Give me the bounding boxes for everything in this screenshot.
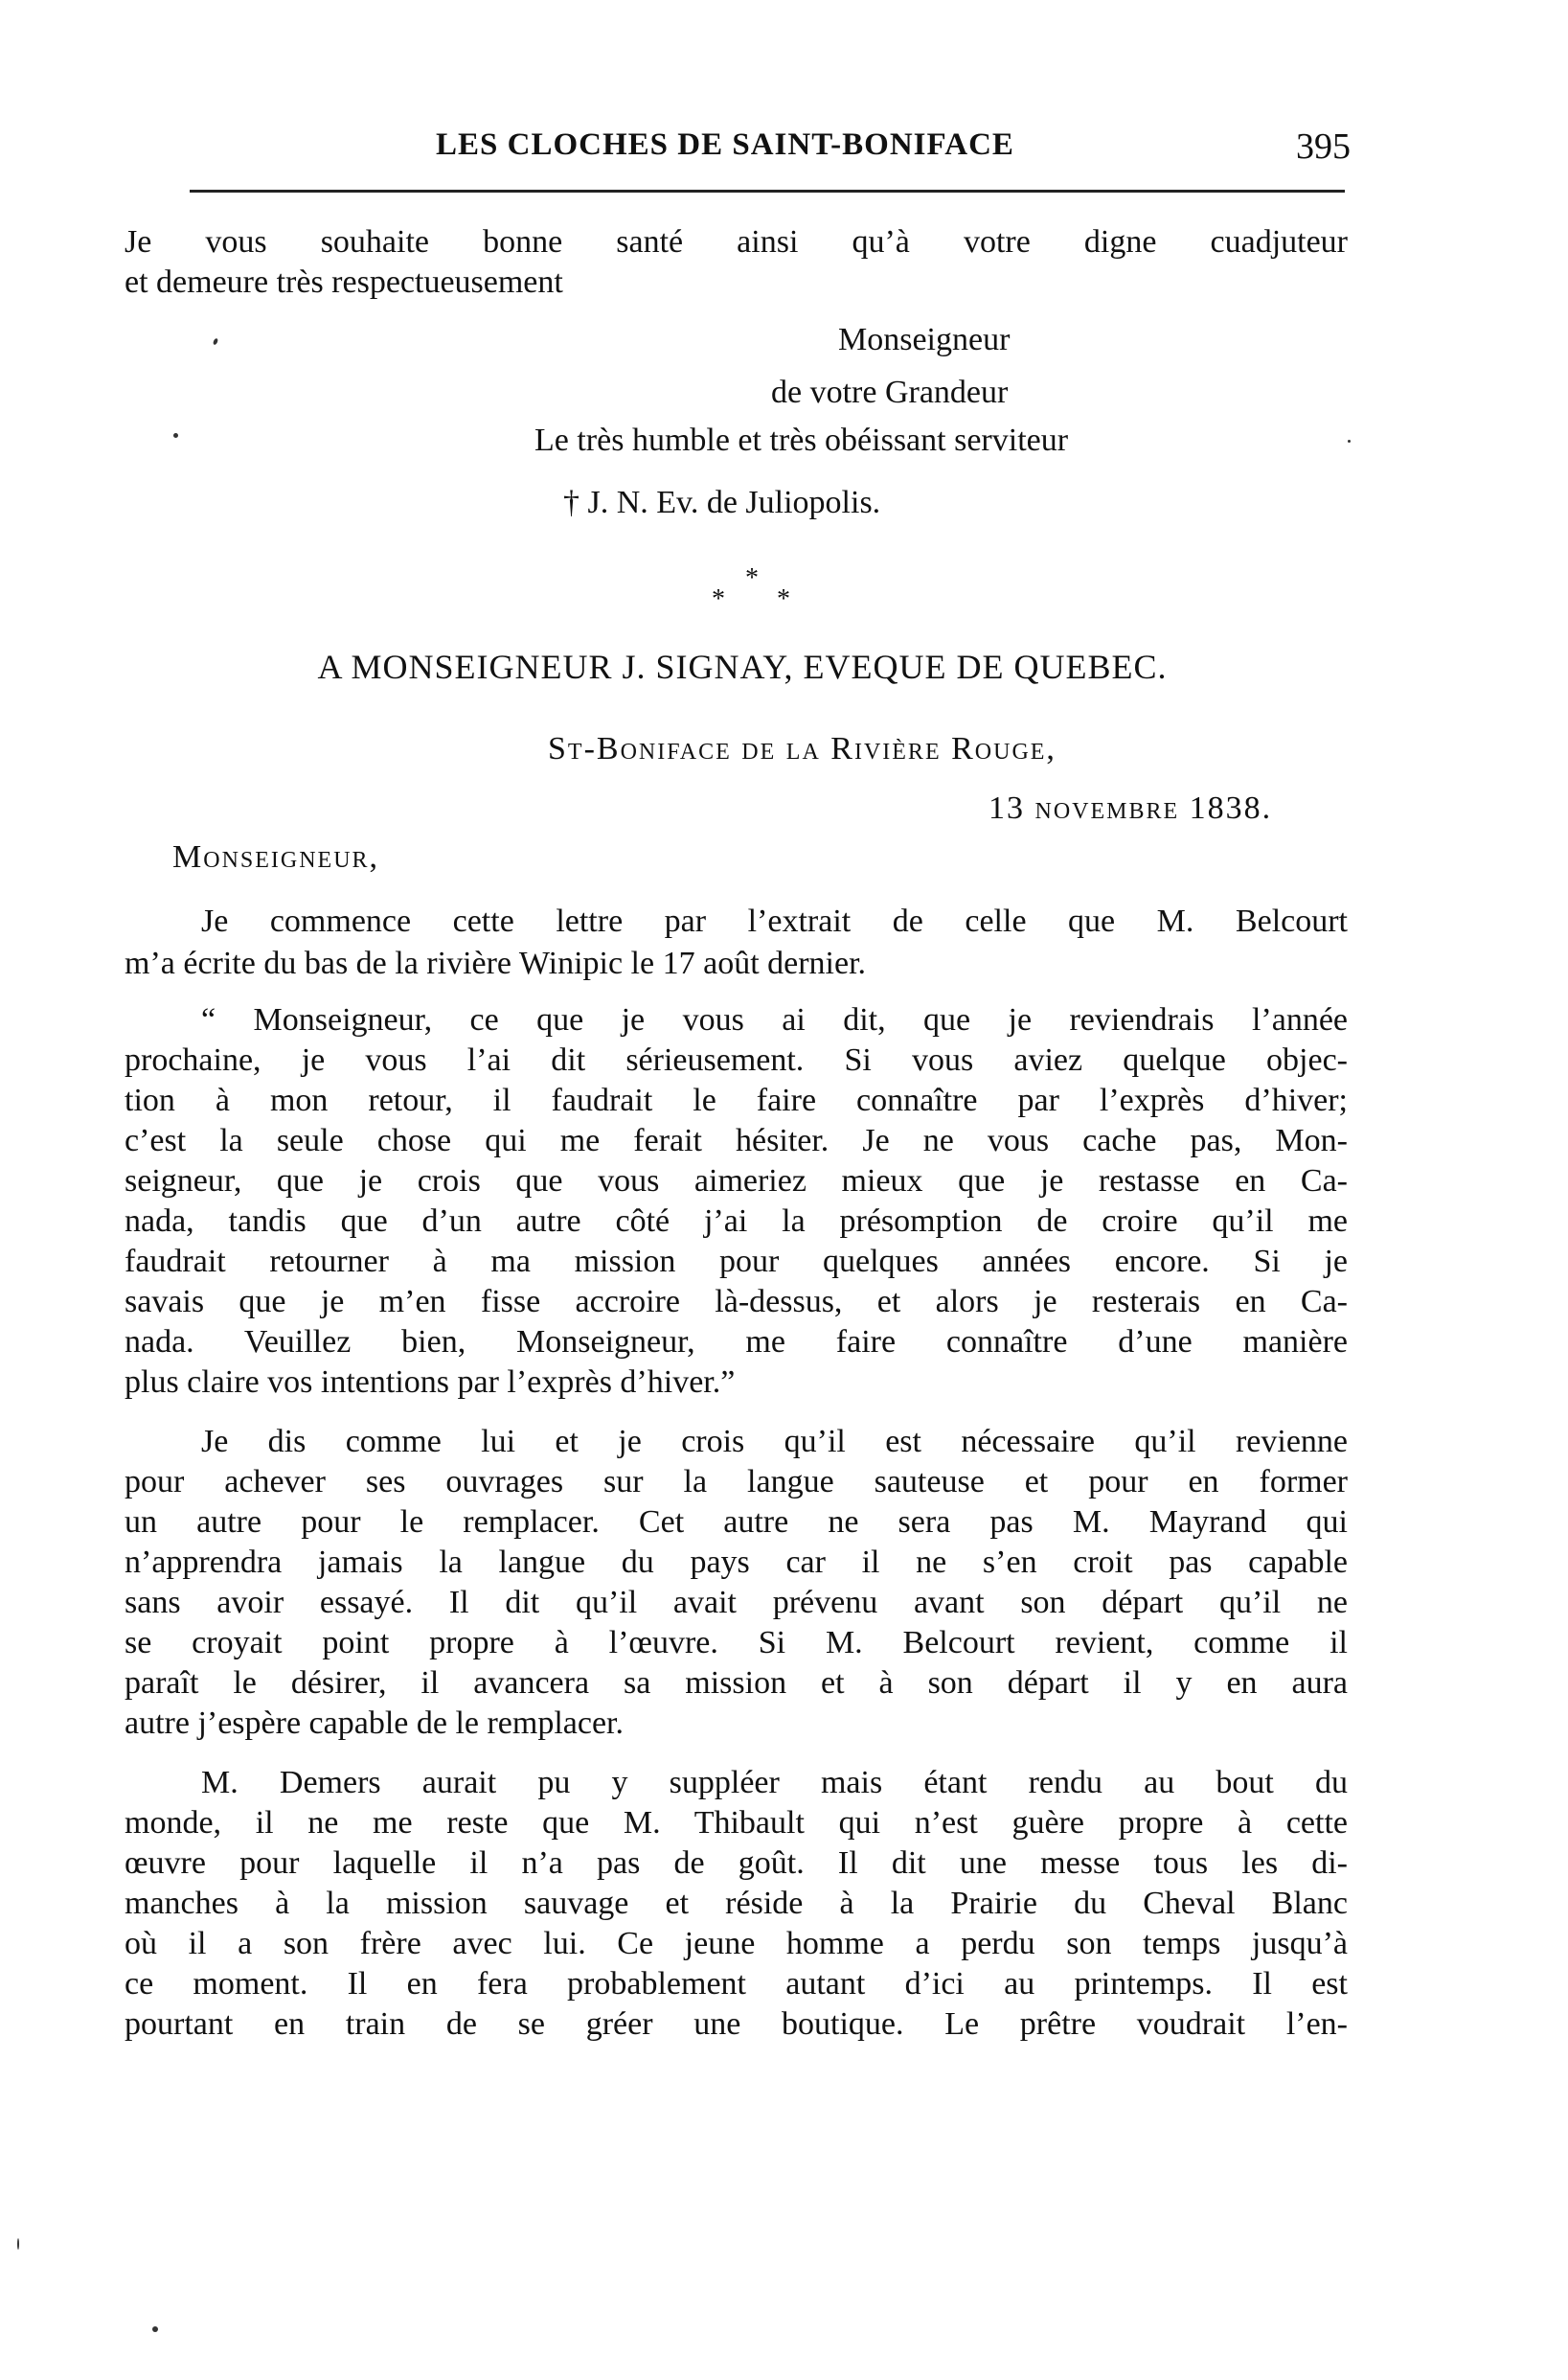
letter-salutation: Monseigneur, — [172, 839, 380, 875]
paragraph-2-line-8: autre j’espère capable de le remplacer. — [125, 1705, 625, 1741]
paragraph-2-line-4: n’apprendra jamais la langue du pays car il ne s’en croit pas capable — [125, 1545, 1348, 1580]
letter-heading: A MONSEIGNEUR J. SIGNAY, EVEQUE DE QUEBEC. — [317, 648, 1168, 686]
letter-place: St-Boniface de la Rivière Rouge, — [548, 731, 1057, 767]
paragraph-3-line-1: M. Demers aurait pu y suppléer mais étant rendu au bout du — [201, 1765, 1348, 1800]
closing-grandeur: de votre Grandeur — [771, 375, 1009, 410]
print-speck-3 — [1348, 440, 1351, 443]
print-speck-1 — [213, 337, 219, 345]
paragraph-2-line-5: sans avoir essayé. Il dit qu’il avait prévenu avant son départ qu’il ne — [125, 1585, 1348, 1620]
quote-line-8: savais que je m’en fisse accroire là-dessus, et alors je resterais en Ca- — [125, 1284, 1348, 1319]
paragraph-1-line-2: m’a écrite du bas de la rivière Winipic le 17 août dernier. — [125, 946, 867, 981]
quote-line-7: faudrait retourner à ma mission pour quelques années encore. Si je — [125, 1244, 1348, 1279]
paragraph-3-line-5: où il a son frère avec lui. Ce jeune homme a perdu son temps jusqu’à — [125, 1926, 1348, 1961]
paragraph-2-line-2: pour achever ses ouvrages sur la langue sauteuse et pour en former — [125, 1464, 1348, 1499]
closing-line-2: et demeure très respectueusement — [125, 264, 563, 300]
section-separator — [702, 565, 817, 613]
margin-mark-1 — [17, 2238, 19, 2250]
paragraph-3-line-6: ce moment. Il en fera probablement autant d’ici au printemps. Il est — [125, 1966, 1348, 2002]
margin-mark-2 — [152, 2326, 158, 2332]
quote-line-5: seigneur, que je crois que vous aimeriez mieux que je restasse en Ca- — [125, 1163, 1348, 1199]
quote-line-2: prochaine, je vous l’ai dit sérieusement. Si vous aviez quelque objec- — [125, 1042, 1348, 1078]
paragraph-2-line-6: se croyait point propre à l’œuvre. Si M. Belcourt revient, comme il — [125, 1625, 1348, 1660]
separator-star-top: * — [745, 563, 759, 593]
running-title: LES CLOCHES DE SAINT-BONIFACE — [436, 127, 1014, 162]
quote-line-9: nada. Veuillez bien, Monseigneur, me faire connaître d’une manière — [125, 1324, 1348, 1360]
paragraph-2-line-3: un autre pour le remplacer. Cet autre ne sera pas M. Mayrand qui — [125, 1504, 1348, 1540]
closing-monseigneur: Monseigneur — [838, 322, 1011, 357]
letter-date: 13 novembre 1838. — [989, 790, 1273, 826]
page-number: 395 — [1296, 126, 1351, 167]
paragraph-2-line-7: paraît le désirer, il avancera sa mission et à son départ il y en aura — [125, 1665, 1348, 1701]
separator-star-left: * — [712, 584, 725, 614]
header-rule — [190, 190, 1345, 193]
paragraph-3-line-2: monde, il ne me reste que M. Thibault qui n’est guère propre à cette — [125, 1805, 1348, 1841]
running-header — [187, 127, 1351, 175]
paragraph-1-line-1: Je commence cette lettre par l’extrait de celle que M. Belcourt — [201, 904, 1348, 939]
quote-line-3: tion à mon retour, il faudrait le faire connaître par l’exprès d’hiver; — [125, 1083, 1348, 1118]
paragraph-3-line-4: manches à la mission sauvage et réside à la Prairie du Cheval Blanc — [125, 1886, 1348, 1921]
separator-star-right: * — [777, 584, 790, 614]
quote-line-6: nada, tandis que d’un autre côté j’ai la présomption de croire qu’il me — [125, 1203, 1348, 1239]
paragraph-3-line-3: œuvre pour laquelle il n’a pas de goût. Il dit une messe tous les di- — [125, 1845, 1348, 1881]
paragraph-2-line-1: Je dis comme lui et je crois qu’il est nécessaire qu’il revienne — [201, 1424, 1348, 1459]
paragraph-3-line-7: pourtant en train de se gréer une boutique. Le prêtre voudrait l’en- — [125, 2006, 1348, 2042]
closing-line-1: Je vous souhaite bonne santé ainsi qu’à votre digne cuadjuteur — [125, 224, 1348, 260]
print-speck-2 — [173, 433, 178, 438]
quote-line-4: c’est la seule chose qui me ferait hésiter. Je ne vous cache pas, Mon- — [125, 1123, 1348, 1158]
quote-line-10: plus claire vos intentions par l’exprès d’hiver.” — [125, 1364, 736, 1400]
signature: † J. N. Ev. de Juliopolis. — [563, 485, 881, 520]
quote-line-1: “ Monseigneur, ce que je vous ai dit, que je reviendrais l’année — [201, 1002, 1348, 1038]
closing-serviteur: Le très humble et très obéissant serviteur — [534, 423, 1069, 458]
